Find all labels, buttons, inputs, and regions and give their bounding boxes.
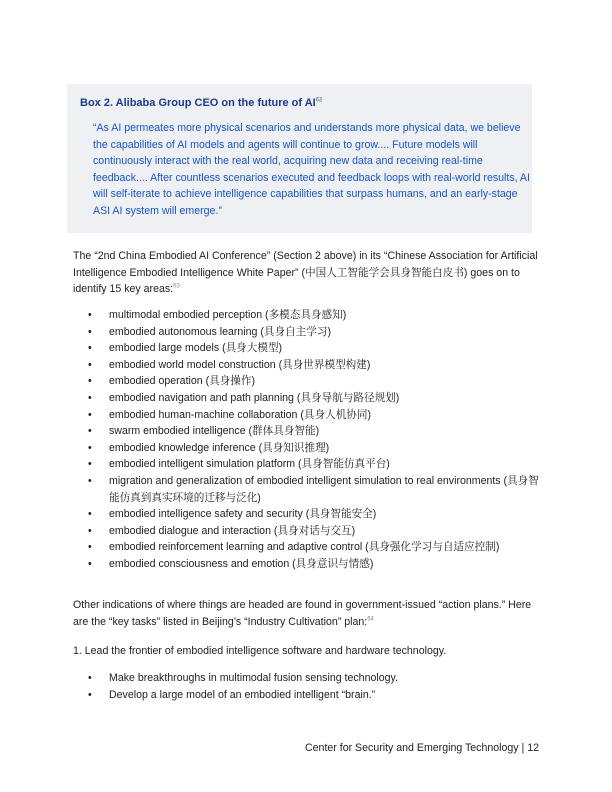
key-areas-list [73,307,539,573]
box-quote: “As AI permeates more physical scenarios and understands more physical data, we believe the capabilities of AI models and agents will continue to grow.... Future models will continuously interact with the real world, acquiring new data and receiving real-time feedback.... After countless scenarios executed and feedback loops with real-world results, AI will self-iterate to achieve intelligence capabilities that surpass humans, and an early-stage ASI AI system will emerge.” [93,122,530,217]
task-items-list [73,670,539,703]
list-item-text: Make breakthroughs in multimodal fusion sensing technology. [109,672,398,684]
bullet-icon: • [88,375,92,388]
list-item [73,506,539,523]
bullet-icon: • [88,391,92,404]
list-item-text: embodied intelligent simulation platform (具身智能仿真平台) [109,458,390,471]
intro-paragraph [73,248,539,298]
list-item [73,539,539,556]
list-item [73,407,539,424]
list-item-text: embodied large models (具身大模型) [109,342,283,355]
bullet-icon: • [88,309,92,321]
list-item-text: embodied reinforcement learning and adaptive control (具身强化学习与自适应控制) [109,541,500,554]
list-item-text: Develop a large model of an embodied intelligent “brain.” [109,688,376,701]
bullet-icon: • [88,325,92,338]
bullet-icon: • [88,557,92,570]
footnote-ref-62[interactable]: 62 [315,97,323,104]
list-item-text: multimodal embodied perception (多模态具身感知) [109,309,347,321]
list-item [73,373,539,390]
list-item [73,307,539,324]
list-item [73,440,539,457]
list-item-text: migration and generalization of embodied intelligent simulation to real environments (具身智能仿真到真实环境的迁移与泛化) [109,474,539,504]
list-item [73,473,539,506]
list-item [73,556,539,573]
list-item-text: swarm embodied intelligence (群体具身智能) [109,425,320,438]
bullet-icon: • [88,441,92,454]
task-heading: 1. Lead the frontier of embodied intelligence software and hardware technology. [73,645,447,657]
footnote-ref-63[interactable]: 63 [173,283,180,290]
plan-text: Other indications of where things are headed are found in government-issued “action plans.” Here are the “key tasks” listed in Beijing’s “Industry Cultivation” plan: [73,599,532,628]
bullet-icon: • [88,524,92,537]
bullet-icon: • [88,474,92,487]
list-item-text: embodied consciousness and emotion (具身意识与情感) [109,557,374,570]
list-item-text: embodied human-machine collaboration (具身人机协同) [109,408,372,421]
list-item [73,390,539,407]
list-item [73,687,539,704]
list-item [73,324,539,341]
list-item-text: embodied world model construction (具身世界模型构建) [109,358,371,371]
list-item-text: embodied navigation and path planning (具身导航与路径规划) [109,391,400,404]
page-footer: Center for Security and Emerging Technology | 12 [305,742,539,754]
list-item [73,423,539,440]
bullet-icon: • [88,342,92,355]
list-item-text: embodied operation (具身操作) [109,375,256,388]
box-title [80,96,532,110]
callout-box [67,84,532,233]
list-item [73,670,539,687]
intro-text: The “2nd China Embodied AI Conference” (Section 2 above) in its “Chinese Association for Artificial Intelligence Embodied Intelligence White Paper” (中国人工智能学会具身智能白皮书) goes on to identify 15 key areas: [73,250,538,296]
list-item-text: embodied dialogue and interaction (具身对话与交互) [109,524,356,537]
list-item-text: embodied knowledge inference (具身知识推理) [109,441,330,454]
bullet-icon: • [88,688,92,701]
plan-paragraph [73,597,539,630]
bullet-icon: • [88,458,92,471]
footnote-ref-64[interactable]: 64 [367,616,374,623]
bullet-icon: • [88,408,92,421]
list-item [73,456,539,473]
list-item-text: embodied autonomous learning (具身自主学习) [109,325,331,338]
bullet-icon: • [88,672,92,684]
bullet-icon: • [88,425,92,438]
bullet-icon: • [88,541,92,554]
list-item-text: embodied intelligence safety and security (具身智能安全) [109,508,377,521]
bullet-icon: • [88,508,92,521]
list-item [73,340,539,357]
bullet-icon: • [88,358,92,371]
box-title-text: Box 2. Alibaba Group CEO on the future of AI [80,97,316,109]
list-item [73,523,539,540]
list-item [73,357,539,374]
